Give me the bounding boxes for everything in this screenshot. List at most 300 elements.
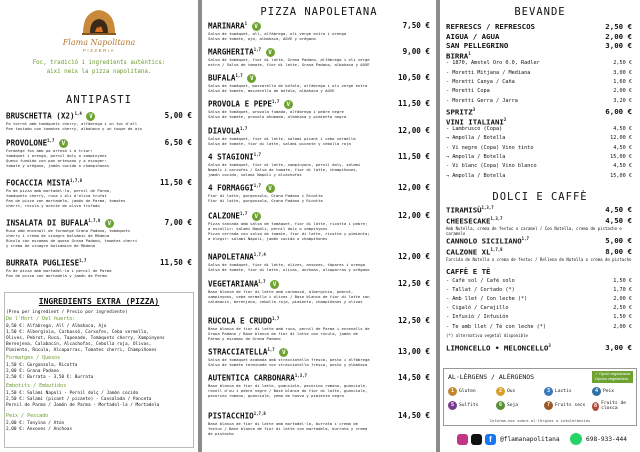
extra-line: 2,00 €: Anxoves / Anchoas — [6, 427, 73, 432]
item-desc: Base blanca de fior di latte amb mortadel·la, burrata i crema de — [208, 420, 358, 426]
dessert-row — [446, 216, 632, 225]
dessert-row — [446, 333, 632, 338]
facebook-icon[interactable]: f — [485, 434, 496, 445]
beverage-row — [446, 22, 632, 31]
beverage-name: SAN PELLEGRINO — [446, 41, 509, 51]
dessert-price: 1,70 € — [613, 286, 632, 293]
item-desc: y crema de vinagre balsámico de Módena — [6, 243, 96, 249]
beverage-row — [446, 98, 632, 104]
beverage-name: BIRRA — [446, 51, 469, 61]
allergen-label: Sulfits — [459, 403, 479, 408]
item-price: 9,00 € — [402, 47, 430, 56]
item-name: 4 STAGIONI — [208, 152, 254, 162]
dessert-name: - Infusió / Infusión — [446, 314, 509, 321]
dessert-name: Amb Nutella, crema de festuc o caramel / Con Nutella, crema de pistacho o caramelo — [446, 226, 622, 236]
item-name: NAPOLETANA — [208, 252, 254, 262]
vegetarian-legend — [592, 371, 633, 383]
beverage-name: SPRITZ — [446, 107, 473, 117]
beverage-name: REFRESCS / REFRESCOS — [446, 22, 535, 31]
item-price: 12,00 € — [397, 126, 430, 135]
menu-item — [6, 218, 192, 248]
allergen-label: Soja — [507, 403, 519, 408]
allergen-sup: 1,3,7 — [481, 205, 494, 210]
vegetarian-icon: V — [270, 280, 279, 289]
dessert-row — [446, 247, 632, 256]
beverage-price: 4,50 € — [613, 144, 632, 151]
dessert-price: 4,50 € — [605, 205, 632, 214]
dessert-row — [446, 287, 632, 293]
center-column — [202, 0, 436, 452]
item-price: 11,50 € — [159, 178, 192, 187]
beverage-row — [446, 51, 632, 60]
vegetarian-icon: V — [266, 184, 275, 193]
item-desc: Pa de pizza amb mortadel·la, pernil de Parma, — [6, 187, 112, 193]
item-desc: tomàquets cherry, ruca i oli d'oliva trufat — [6, 192, 107, 198]
item-name: PROVOLONE — [6, 138, 48, 148]
item-name: AUTENTICA CARBONARA — [208, 373, 295, 383]
dessert-price: 1,50 € — [613, 277, 632, 284]
allergen-label: Peix — [603, 389, 615, 394]
allergen-sup: 1 — [244, 21, 247, 26]
item-desc: Pa de pizza amb mortadel·la i pernil de Parma — [6, 267, 112, 273]
beverage-row — [446, 163, 632, 169]
beverage-row — [446, 126, 632, 132]
allergen-sup: 1,7,8 — [70, 178, 83, 183]
allergen-sup: 1,7,8 — [253, 411, 266, 416]
dessert-name: - Amb llet / Con leche (*) — [446, 295, 528, 302]
item-price: 12,00 € — [397, 252, 430, 261]
extra-line: 1,50 €: Salami Napoli - Pernil dolç / Jamón cocido — [6, 391, 139, 396]
item-desc: Fior di latte, gorgonzola, Grana Padano y Ricotta — [208, 198, 323, 204]
item-name: BURRATA PUGLIESE — [6, 258, 80, 268]
dessert-name: Farcida de Nutella o crema de festuc / Rellena de Nutella o crema de pistacho — [446, 257, 632, 262]
beverage-price: 4,50 € — [613, 163, 632, 170]
allergen-item — [592, 387, 614, 396]
beverage-row — [446, 32, 632, 41]
allergen-sup: 1,7 — [47, 138, 55, 143]
item-desc: festuc / Base blanca de fior di latte con mortadela, burrata y crema — [208, 425, 368, 431]
brand-name: Flama Napolitana — [62, 38, 136, 47]
dessert-row — [446, 305, 632, 311]
item-desc: Salsa de tomàquet, fior di latte, Grana Padano, alfàbrega i oli verge — [208, 57, 370, 63]
item-desc: Salsa de tomàquet, fior di latte, olives, anxoves, tàpares i orenga — [208, 261, 365, 267]
item-name: 4 FORMAGGI — [208, 183, 254, 193]
beverage-price: 15,00 € — [610, 172, 632, 179]
vegetarian-icon: V — [252, 22, 261, 31]
item-price: 11,50 € — [397, 99, 430, 108]
allergen-sup: 1,7 — [253, 183, 261, 188]
vegetarian-icon: V — [105, 219, 114, 228]
pizza-item — [208, 152, 430, 177]
item-desc: a elegir: salami Napoli, jamón cocido o champiñones — [208, 236, 328, 242]
vegetarian-icon: V — [284, 100, 293, 109]
dessert-name: - Tallat / Cortado (*) — [446, 286, 515, 293]
dessert-name: CALZONE XL — [446, 246, 491, 256]
item-desc: Salsa de tomate, fior di latte, olivas, anchoas, alcaparras y orégano — [208, 266, 370, 272]
beverage-price: 2,00 € — [613, 88, 632, 95]
pizza-title: PIZZA NAPOLETANA — [260, 6, 378, 18]
item-desc: Base blanca de fior di latte amb ruca, pernil de Parma i encenalls de — [208, 325, 370, 331]
dessert-price: 2,00 € — [613, 323, 632, 330]
item-desc: Pan de pizza con mortadela y jamón de Parma — [6, 272, 107, 278]
allergen-icon: 8 — [592, 402, 599, 411]
vegetarian-icon: V — [279, 348, 288, 357]
beverage-row — [446, 70, 632, 76]
social-handle[interactable]: @flamanapolitana — [500, 436, 560, 443]
item-name: FOCACCIA MISTA — [6, 178, 71, 188]
item-desc: Pizza cerrada con salsa de tomate, fior di latte, ricotta y pimienta; — [208, 231, 370, 237]
extra-line: 2,00 €: Grana Padano — [6, 369, 59, 374]
item-name: INSALATA DI BUFALA — [6, 218, 89, 228]
phone-number[interactable]: 698-933-444 — [586, 436, 627, 443]
allergen-icon: 2 — [496, 387, 505, 396]
beverage-name: - Vi blanc (Copa) Vino blanco — [446, 163, 537, 170]
veg-label-2: Opción vegetariana — [594, 377, 628, 381]
beverage-name: → Ampolla / Botella — [446, 154, 506, 160]
item-desc: Grana Padano / Base blanca de fior di latte con rúcula, jamón de — [208, 330, 358, 336]
extra-note: (Preu per ingredient / Precio por ingrediente) — [6, 310, 128, 315]
left-column — [0, 0, 198, 452]
allergen-sup: 1,7 — [272, 316, 280, 321]
whatsapp-icon[interactable] — [570, 433, 582, 445]
vegetarian-icon: V — [59, 139, 68, 148]
dessert-name: - Cigaló / Carajillo — [446, 305, 509, 312]
item-price: 10,50 € — [397, 73, 430, 82]
pizza-item — [208, 411, 430, 436]
allergen-sup: 3 — [548, 342, 551, 348]
item-desc: Salsa de tomate, fior di latte, salami picante y cebolla roja — [208, 140, 351, 146]
item-desc: Ruca amb encenall de formatge Grana Padano, tomàquets — [6, 228, 131, 234]
item-price: 7,50 € — [402, 21, 430, 30]
dessert-name: LIMONCELLO • MELONCELLO — [446, 343, 549, 353]
beverage-name: - 1870, Amstel Oro 0.0, Radler — [446, 60, 540, 67]
extra-section-head: De l'Hort / Del huerto: — [6, 316, 76, 322]
item-desc: Salsa de tomàquet acabada amb stracciatella fresca, pesto i alfàbrega — [208, 357, 370, 363]
allergen-item — [592, 401, 636, 411]
item-desc: Salsa de tomàquet, provola fumada, alfàbrega i pebre negre — [208, 109, 344, 115]
item-desc: Salsa de tomàquet, fior di latte, xampinyons, pernil dolç, salami — [208, 161, 361, 167]
vegetarian-icon: V — [252, 212, 261, 221]
item-desc: pecorino romano, guanciale, yema de huevo y pimienta negra — [208, 392, 344, 398]
beverage-name: - Moretti Canya / Caña — [446, 79, 515, 85]
item-desc: Pan tostado con tomates cherry, albahaca y un toque de ajo — [6, 126, 142, 132]
item-desc: Formatge fos amb pa artesà i a triar: — [6, 148, 93, 154]
dessert-name: CANNOLO SICILIANO — [446, 236, 522, 246]
beverage-price: 1,60 € — [613, 79, 632, 85]
allergen-sup: 2 — [503, 116, 507, 122]
item-desc: a escollir: salami Napoli, pernil dolç o xampinyons — [208, 226, 328, 232]
allergen-sup: 1,7 — [272, 99, 280, 104]
bevande-title: BEVANDE — [514, 6, 566, 18]
extra-section-head: Peix / Pescado — [6, 413, 49, 419]
allergen-icon: 6 — [496, 401, 505, 410]
item-desc: tomate y orégano, jamón cocido o champiñones — [6, 163, 110, 169]
item-name: BUFALA — [208, 73, 236, 83]
extra-line: Olives, Pebrot, Ruca, Tapenade, Tomàquets cherry, Xampinyons — [6, 336, 165, 341]
beverage-name: → Ampolla / Botella — [446, 172, 506, 179]
allergen-icon: 4 — [592, 387, 601, 396]
beverage-name: - Lambrusco (Copa) — [446, 126, 503, 133]
extra-line: 2,00 €: Tonyina / Atún — [6, 421, 65, 426]
item-desc: Pizza tancada amb salsa de tomàquet, fior di latte, ricotta i pebre; — [208, 221, 368, 227]
dessert-row — [446, 205, 632, 214]
allergen-sup: 1,7 — [253, 47, 261, 52]
item-desc: Parma y escamas de Grana Padano — [208, 335, 281, 341]
pizza-item — [208, 126, 430, 146]
dessert-row — [446, 314, 632, 320]
dessert-name: - Cafè sol / Café solo — [446, 277, 515, 284]
veg-label: Opció vegetariana — [599, 372, 630, 376]
beverage-name: → Ampolla / Botella — [446, 135, 506, 142]
item-name: VEGETARIANA — [208, 279, 259, 289]
item-desc: rovell d'ou i pebre negre / Base blanca de fior di latte, guanciale, — [208, 387, 368, 393]
dessert-row — [446, 278, 632, 284]
item-name: PISTACCHIO — [208, 411, 254, 421]
beverage-price: 15,00 € — [610, 154, 632, 160]
beverage-price: 3,00 € — [605, 41, 632, 51]
allergen-sup: 1,7 — [267, 347, 275, 352]
item-desc: Salsa de tomàquet, all, alfàbrega, oli verge extra i orenga — [208, 31, 347, 37]
item-price: 14,50 € — [397, 373, 430, 382]
item-desc: cherry i crema de vinagre balsàmic de Mòdena — [6, 233, 110, 239]
menu-item — [6, 138, 192, 168]
dessert-row — [446, 296, 632, 302]
beverage-row — [446, 135, 632, 141]
pizza-item — [208, 347, 430, 367]
beverage-name: - Moretti Gerra / Jarra — [446, 97, 518, 104]
beverage-name: VINI ITALIANI — [446, 116, 504, 126]
tiktok-icon[interactable] — [471, 434, 482, 445]
item-price: 14,50 € — [397, 411, 430, 420]
item-name: RUCOLA E CRUDO — [208, 316, 273, 326]
allergen-sup: 3 — [472, 106, 476, 112]
dessert-row — [446, 267, 632, 276]
dessert-price: 5,00 € — [605, 236, 632, 245]
item-desc: Salsa de tomate, ajo, albahaca, AOVE y orégano — [208, 36, 316, 42]
allergen-sup: 1 — [468, 50, 471, 56]
item-desc: Salsa de tomate, mozzarella de búfala, albahaca y AOVE — [208, 88, 335, 94]
allergen-sup: 1,7,4 — [253, 252, 266, 257]
allergen-item — [544, 401, 585, 410]
allergen-sup: 1,3,7 — [294, 373, 307, 378]
beverage-price: 3,00 € — [613, 69, 632, 76]
allergen-label: Fruits de closca — [601, 401, 626, 411]
extra-line: 1,50 €: Albergínia, Carbassó, Carxofes, Ceba vermella, — [6, 330, 149, 335]
pizza-item — [208, 211, 430, 241]
allergen-note: Informa-nos sobre al·lèrgies o intoleràncies — [489, 418, 591, 423]
item-desc: extra / Salsa de tomate, fior di latte, Grana Padano, albahaca y AOVE — [208, 62, 370, 68]
extra-line: 2,50 €: Salami (picant / picante) - Cansalada / Panceta — [6, 397, 152, 402]
item-desc: Pa torrat amb tomàquets cherry, alfàbrega i un toc d'all — [6, 121, 138, 127]
beverage-name: AIGUA / AGUA — [446, 31, 500, 41]
dessert-name: CHEESECAKE — [446, 215, 491, 225]
extra-line: Pernil de Parma / Jamón de Parma - Mortadel·la / Mortadela — [6, 403, 160, 408]
dessert-row — [446, 257, 632, 262]
pizza-item — [208, 252, 430, 272]
footer — [440, 432, 640, 450]
allergen-sup: 1,4 — [74, 111, 82, 116]
item-desc: xampinyons, ceba vermella i olives / Base blanca de fior di latte con — [208, 294, 370, 300]
beverage-price: 2,50 € — [613, 60, 632, 67]
allergen-box — [443, 368, 637, 426]
beverage-price: 12,00 € — [610, 135, 632, 142]
item-desc: Rúcula con escamas de queso Grana Padano, tomates cherri — [6, 238, 138, 244]
item-price: 11,50 € — [397, 152, 430, 161]
item-desc: Queso fundido con pan artesano y a escoger: — [6, 158, 107, 164]
item-price: 12,50 € — [397, 279, 430, 288]
dessert-price: 2,00 € — [613, 295, 632, 302]
item-desc: Fior di latte, gorgonzola, Grana Padano i Ricotta — [208, 193, 323, 199]
dessert-name: (*) alternativa vegetal disponible — [446, 332, 528, 338]
allergen-sup: 1,7,8 — [490, 246, 503, 252]
item-name: CALZONE — [208, 211, 241, 221]
beverage-price: 6,00 € — [605, 106, 632, 116]
right-column — [440, 0, 640, 452]
vegetarian-icon: V — [247, 74, 256, 83]
allergen-icon: 5 — [448, 401, 457, 410]
item-name: MARINARA — [208, 21, 245, 31]
pizza-item — [208, 316, 430, 341]
beverage-name: - Moretti Copa — [446, 88, 490, 95]
dessert-price: 8,00 € — [605, 246, 632, 256]
dessert-name: - Te amb llet / Té con leche (*) — [446, 323, 546, 330]
menu-item — [6, 178, 192, 208]
instagram-icon[interactable] — [457, 434, 468, 445]
tagline-2: així neix la pizza napolitana. — [46, 69, 152, 75]
dessert-price: 2,50 € — [613, 305, 632, 312]
item-desc: Salsa de tomàquet, fior di latte, salami picant i ceba vermella — [208, 135, 356, 141]
brand-sub: PIZZERIA — [82, 48, 116, 53]
dessert-name: CAFFÈ E TÈ — [446, 267, 491, 276]
pizza-item — [208, 47, 430, 67]
allergen-label: Ous — [507, 389, 516, 394]
extra-section-head: Formatges / Quesos — [6, 355, 61, 361]
allergen-item — [448, 401, 478, 410]
extra-title: INGREDIENTS EXTRA (PIZZA) — [38, 297, 160, 306]
dessert-price: 3,00 € — [605, 342, 632, 352]
vegetarian-icon: V — [86, 112, 95, 121]
item-desc: Base blanca de fior di latte, guanciale, pecorino romano, guanciale, — [208, 382, 368, 388]
pizza-item — [208, 373, 430, 398]
extra-line: 0,50 €: Alfàbrega, All / Albahaca, Ajo — [6, 324, 107, 329]
item-name: BRUSCHETTA (X2) — [6, 111, 75, 121]
allergen-item — [496, 387, 515, 396]
beverage-row — [446, 154, 632, 160]
pizza-item — [208, 279, 430, 304]
beverage-row — [446, 117, 632, 126]
tagline-1: Foc, tradició i ingredients autèntics: — [32, 60, 166, 66]
item-desc: Base blanca de fior di latte amb carbassó, albergínia, pebrot, — [208, 289, 354, 295]
item-desc: Salsa de tomàquet, mozzarella de búfala, alfàbrega i oli verge extra — [208, 83, 368, 89]
item-desc: tomàquet i orenga, pernil dolç o xampinyons — [6, 153, 107, 159]
pizza-item — [208, 183, 430, 203]
beverage-price: 3,20 € — [613, 97, 632, 104]
vegetarian-icon: ✓ — [594, 372, 600, 376]
item-name: STRACCIATELLA — [208, 347, 268, 357]
item-price: 5,00 € — [164, 111, 192, 120]
allergen-sup: 1,7 — [79, 258, 87, 263]
allergen-sup: 1,7 — [258, 279, 266, 284]
allergen-label: Gluten — [459, 389, 476, 394]
allergen-title: AL·LÈRGENS / ALÉRGENOS — [448, 373, 535, 381]
dessert-row — [446, 343, 632, 352]
item-price: 7,00 € — [164, 218, 192, 227]
beverage-row — [446, 107, 632, 116]
item-name: DIAVOLA — [208, 126, 241, 136]
antipasti-title: ANTIPASTI — [66, 94, 132, 106]
allergen-icon: 7 — [544, 401, 553, 410]
item-price: 6,50 € — [164, 138, 192, 147]
item-desc: jamón cocido, salami Napoli y alcachofas — [208, 171, 302, 177]
brand-logo — [80, 6, 118, 36]
beverage-price: 2,50 € — [605, 22, 632, 31]
item-name: MARGHERITA — [208, 47, 254, 57]
beverage-row — [446, 173, 632, 179]
allergen-label: Lactis — [555, 389, 572, 394]
beverage-price: 4,50 € — [613, 126, 632, 133]
allergen-sup: 1,7 — [235, 73, 243, 78]
beverage-price: 2,00 € — [605, 31, 632, 41]
dessert-price: 1,50 € — [613, 314, 632, 321]
extra-line: Berenjena, Calabacín, Alcachofas, Cebolla roja, Olivas, — [6, 342, 152, 347]
item-desc: Salsa de tomate, provola ahumada, albahaca y pimienta negra — [208, 114, 347, 120]
dessert-row — [446, 236, 632, 245]
allergen-sup: 1,7 — [240, 211, 248, 216]
allergen-sup: 1,3,7 — [490, 215, 503, 221]
oven-icon — [80, 6, 118, 36]
extra-section-head: Embotits / Embutidos — [6, 383, 67, 389]
item-price: 12,00 € — [397, 183, 430, 192]
allergen-item — [448, 387, 476, 396]
beverage-row — [446, 79, 632, 85]
allergen-icon: 1 — [448, 387, 457, 396]
beverage-name: - Moretti Mitjana / Mediana — [446, 69, 531, 76]
dessert-row — [446, 226, 632, 236]
item-desc: Napoli i carxofes / Salsa de tomate, fior di latte, champiñones, — [208, 166, 358, 172]
item-price: 12,50 € — [397, 316, 430, 325]
extra-line: Pimiento, Rúcula, Alcaparras, Tomates cherri, Champiñones — [6, 348, 157, 353]
allergen-sup: 1,7,8 — [88, 218, 101, 223]
dolci-title: DOLCI E CAFFÈ — [492, 191, 588, 203]
item-name: PROVOLA E PEPE — [208, 99, 273, 109]
beverage-row — [446, 60, 632, 66]
pizza-item — [208, 21, 430, 41]
beverage-row — [446, 145, 632, 151]
item-price: 12,00 € — [397, 211, 430, 220]
item-desc: de pistacho — [208, 430, 234, 436]
extra-line: 1,50 €: Gorgonzola, Ricotta — [6, 363, 78, 368]
allergen-sup: 1,7 — [253, 152, 261, 157]
dessert-name: TIRAMISÙ — [446, 205, 482, 215]
item-price: 13,00 € — [397, 347, 430, 356]
extra-line: 2,50 €: Burrata · 3,50 €: Burrata — [6, 375, 94, 380]
item-desc: Pan de pizza con mortadela, jamón de Parma, tomates — [6, 197, 126, 203]
dessert-price: 4,50 € — [605, 215, 632, 225]
item-desc: cherri, rúcula y aceite de oliva trufado — [6, 202, 100, 208]
pizza-item — [208, 99, 430, 119]
allergen-sup: 1,7 — [240, 126, 248, 131]
allergen-sup: 1,7 — [521, 236, 529, 241]
menu-item — [6, 111, 192, 131]
beverage-name: - Vi negre (Copa) Vino tinto — [446, 144, 534, 151]
vegetarian-icon: V — [266, 48, 275, 57]
item-price: 11,50 € — [159, 258, 192, 267]
item-desc: Salsa de tomate terminada con stracciatella fresca, pesto y albahaca — [208, 362, 368, 368]
allergen-item — [544, 387, 572, 396]
beverage-row — [446, 88, 632, 94]
allergen-label: Fruits secs — [555, 403, 586, 408]
allergen-item — [496, 401, 518, 410]
